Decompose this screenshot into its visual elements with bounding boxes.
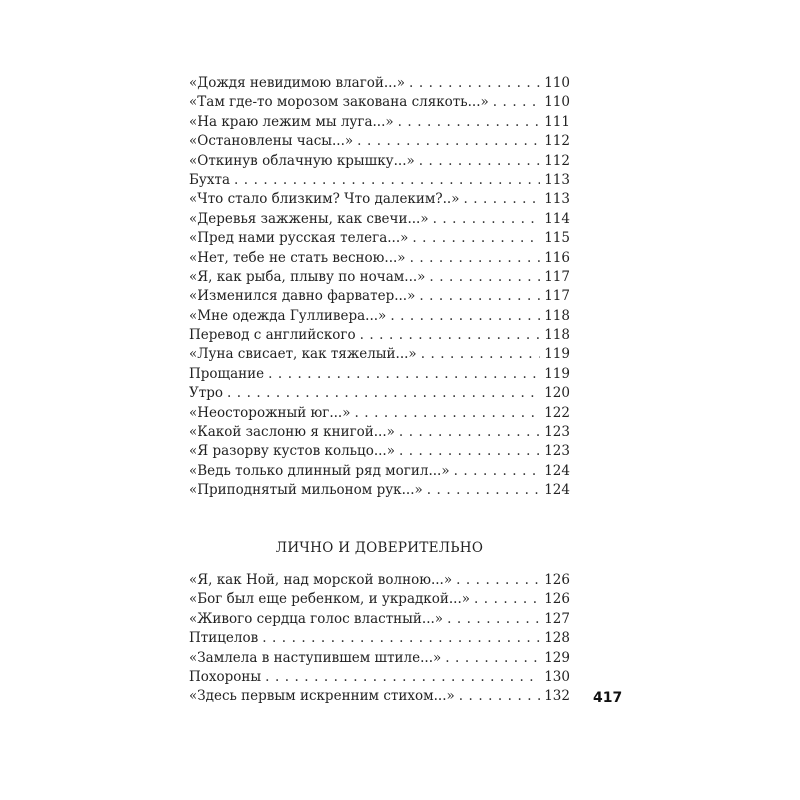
toc-entry-title: «Здесь первым искренним стихом...»: [189, 688, 455, 705]
dot-leader: [433, 210, 541, 229]
toc-entry-page: 117: [544, 268, 570, 285]
toc-entry-title: Бухта: [189, 171, 230, 188]
toc-entry-page: 114: [544, 210, 570, 227]
toc-entry-title: «Я, как Ной, над морской волною...»: [189, 572, 453, 588]
toc-entry-page: 118: [544, 327, 570, 344]
toc-entry: [189, 384, 570, 403]
dot-leader: [265, 668, 540, 687]
toc-entry-page: 127: [544, 610, 570, 627]
toc-entry-title: Утро: [189, 385, 223, 402]
toc-entry-page: 111: [544, 113, 570, 130]
dot-leader: [445, 649, 540, 668]
toc-entry: [189, 404, 570, 423]
toc-entry-page: 132: [544, 688, 570, 705]
toc-entry-title: «Приподнятый мильоном рук...»: [189, 482, 423, 499]
toc-entry-page: 123: [544, 424, 570, 441]
toc-entry-title: «Ведь только длинный ряд могил...»: [189, 462, 450, 479]
dot-leader: [399, 423, 540, 442]
toc-entry-page: 110: [544, 94, 570, 111]
toc-entry-page: 130: [544, 668, 570, 685]
toc-entry: [189, 365, 570, 384]
toc-list-1: [189, 74, 570, 501]
dot-leader: [421, 345, 541, 364]
toc-entry: [189, 287, 570, 306]
toc-entry-page: 124: [544, 462, 570, 479]
toc-entry: [189, 132, 570, 151]
dot-leader: [268, 365, 540, 384]
dot-leader: [459, 687, 540, 706]
toc-entry-page: 129: [544, 649, 570, 666]
dot-leader: [447, 610, 540, 629]
toc-entry-title: «Замлела в наступившем штиле...»: [189, 649, 442, 666]
toc-entry-page: 126: [544, 572, 570, 588]
toc-entry-title: Похороны: [189, 668, 262, 685]
dot-leader: [409, 74, 540, 93]
toc-entry-title: Перевод с английского: [189, 327, 356, 344]
toc-entry-title: «Остановлены часы...»: [189, 133, 354, 150]
dot-leader: [419, 287, 540, 306]
toc-entry-title: «Нет, тебе не стать весною...»: [189, 249, 406, 266]
dot-leader: [419, 152, 540, 171]
toc-entry-title: «Я, как рыба, плыву по ночам...»: [189, 268, 426, 285]
toc-entry-page: 122: [544, 404, 570, 421]
page-number: 417: [593, 690, 623, 706]
toc-entry: [189, 668, 570, 687]
dot-leader: [262, 629, 540, 648]
toc-entry-page: 124: [544, 482, 570, 499]
toc-entry-title: «Луна свисает, как тяжелый...»: [189, 346, 417, 363]
toc-entry: [189, 590, 570, 609]
toc-entry: [189, 74, 570, 93]
dot-leader: [390, 307, 540, 326]
dot-leader: [234, 171, 540, 190]
toc-entry-page: 119: [544, 365, 570, 382]
toc-entry: [189, 249, 570, 268]
toc-list-2: [189, 571, 570, 707]
toc-entry-title: «Там где-то морозом закована слякоть...»: [189, 94, 489, 111]
toc-entry: [189, 307, 570, 326]
dot-leader: [360, 326, 541, 345]
toc-entry: [189, 629, 570, 648]
dot-leader: [412, 229, 540, 248]
dot-leader: [454, 462, 541, 481]
toc-entry: [189, 687, 570, 706]
toc-entry-title: Прощание: [189, 365, 265, 382]
toc-entry-title: «Какой заслоню я книгой...»: [189, 424, 395, 441]
toc-entry-page: 123: [544, 443, 570, 460]
toc-entry-page: 126: [544, 591, 570, 608]
dot-leader: [474, 590, 540, 609]
toc-entry-title: «На краю лежим мы луга...»: [189, 113, 394, 130]
toc-entry-title: «Что стало близким? Что далеким?..»: [189, 191, 460, 208]
dot-leader: [357, 132, 540, 151]
toc-entry-title: «Дождя невидимою влагой...»: [189, 75, 406, 91]
toc-entry-page: 117: [544, 288, 570, 305]
toc-entry: [189, 113, 570, 132]
toc-entry-page: 113: [544, 171, 570, 188]
toc-entry-title: «Откинув облачную крышку...»: [189, 152, 415, 169]
toc-entry-title: «Изменился давно фарватер...»: [189, 288, 416, 305]
toc-entry: [189, 481, 570, 500]
toc-entry-title: «Бог был еще ребенком, и украдкой...»: [189, 591, 470, 608]
toc-entry: [189, 93, 570, 112]
toc-entry: [189, 210, 570, 229]
dot-leader: [410, 249, 541, 268]
toc-entry-page: 118: [544, 307, 570, 324]
toc-entry: [189, 462, 570, 481]
dot-leader: [427, 481, 540, 500]
dot-leader: [399, 442, 540, 461]
toc-entry: [189, 152, 570, 171]
toc-entry-title: «Живого сердца голос властный...»: [189, 610, 444, 627]
toc-entry: [189, 345, 570, 364]
toc-entry-page: 116: [544, 249, 570, 266]
toc-entry: [189, 610, 570, 629]
toc-entry-page: 115: [544, 230, 570, 247]
toc-entry: [189, 268, 570, 287]
toc-entry-title: «Неосторожный юг...»: [189, 404, 351, 421]
toc-entry-title: Птицелов: [189, 630, 259, 647]
toc-entry-title: «Мне одежда Гулливера...»: [189, 307, 387, 324]
toc-entry: [189, 171, 570, 190]
toc-entry-page: 128: [544, 630, 570, 647]
toc-entry: [189, 571, 570, 590]
toc-entry-title: «Я разорву кустов кольцо...»: [189, 443, 395, 460]
toc-entry-page: 119: [544, 346, 570, 363]
toc-entry-title: «Деревья зажжены, как свечи...»: [189, 210, 429, 227]
dot-leader: [355, 404, 541, 423]
toc-entry: [189, 649, 570, 668]
toc-entry-page: 112: [544, 133, 570, 150]
dot-leader: [456, 571, 540, 590]
dot-leader: [227, 384, 540, 403]
dot-leader: [463, 190, 540, 209]
toc-entry: [189, 326, 570, 345]
section-heading: ЛИЧНО И ДОВЕРИТЕЛЬНО: [275, 540, 484, 556]
dot-leader: [493, 93, 540, 112]
dot-leader: [398, 113, 541, 132]
toc-entry-page: 112: [544, 152, 570, 169]
toc-entry-page: 113: [544, 191, 570, 208]
toc-entry: [189, 442, 570, 461]
dot-leader: [429, 268, 540, 287]
toc-entry: [189, 229, 570, 248]
toc-entry: [189, 423, 570, 442]
toc-entry-page: 120: [544, 385, 570, 402]
toc-entry-page: 110: [544, 75, 570, 91]
toc-entry-title: «Пред нами русская телега...»: [189, 230, 409, 247]
toc-entry: [189, 190, 570, 209]
